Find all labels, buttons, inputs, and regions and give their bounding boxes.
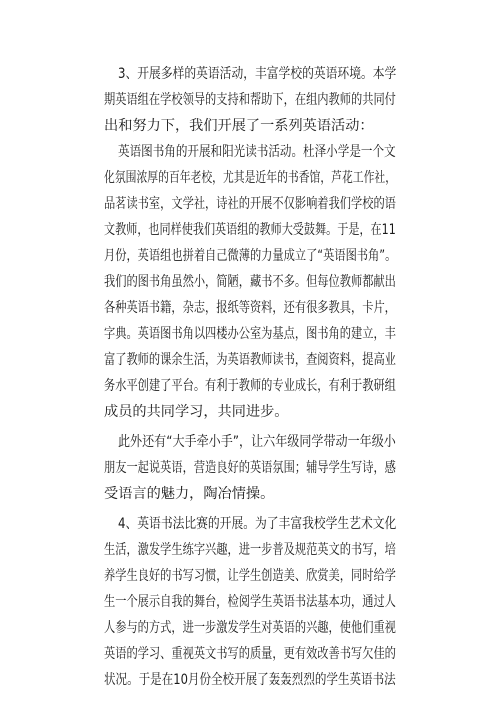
paragraph-line: 朋友一起说英语，营造良好的英语氛围；辅导学生写诗，感 [104,460,396,476]
paragraph-line: 4、英语书法比赛的开展。为了丰富我校学生艺术文化 [118,516,397,532]
paragraph-line: 化氛围浓厚的百年老校，尤其是近年的书香馆，芦花工作社， [104,170,397,186]
paragraph-line: 受语言的魅力，陶冶情操。 [104,486,275,502]
paragraph-line: 出和努力下，我们开展了一系列英语活动： [104,118,374,134]
paragraph-line: 富了教师的课余生活，为英语教师读书，查阅资料，提高业 [104,352,396,368]
paragraph-line: 期英语组在学校领导的支持和帮助下，在组内教师的共同付 [104,92,396,108]
paragraph-line: 养学生良好的书写习惯，让学生创造美、欣赏美，同时给学 [104,568,396,584]
paragraph-line: 务水平创建了平台。有利于教师的专业成长，有利于教研组 [104,378,396,394]
paragraph-line: 状况。于是在10月份全校开展了轰轰烈烈的学生英语书法 [104,672,396,688]
paragraph-line: 成员的共同学习，共同进步。 [104,404,289,420]
paragraph-line: 字典。英语图书角以四楼办公室为基点，图书角的建立，丰 [104,326,396,342]
paragraph-line: 各种英语书籍，杂志，报纸等资料，还有很多教具，卡片， [104,300,396,316]
paragraph-line: 英语图书角的开展和阳光读书活动。杜泽小学是一个文 [118,144,396,160]
paragraph-line: 人参与的方式，进一步激发学生对英语的兴趣，使他们重视 [104,620,396,636]
paragraph-line: 月份，英语组也拼着自己微薄的力量成立了“英语图书角”。 [104,248,397,264]
paragraph-line: 品茗读书室，文学社，诗社的开展不仅影响着我们学校的语 [104,196,396,212]
paragraph-line: 生一个展示自我的舞台，检阅学生英语书法基本功，通过人 [104,594,396,610]
paragraph-line: 3、开展多样的英语活动，丰富学校的英语环境。本学 [118,66,397,82]
paragraph-line: 我们的图书角虽然小，简陋，藏书不多。但每位教师都献出 [104,274,396,290]
paragraph-line: 英语的学习、重视英文书写的质量，更有效改善书写欠佳的 [104,646,396,662]
paragraph-line: 文教师，也同样使我们英语组的教师大受鼓舞。于是，在11 [104,222,396,238]
paragraph-line: 生活，激发学生练字兴趣，进一步普及规范英文的书写，培 [104,542,396,558]
paragraph-line: 此外还有“大手牵小手”，让六年级同学带动一年级小 [118,434,396,450]
